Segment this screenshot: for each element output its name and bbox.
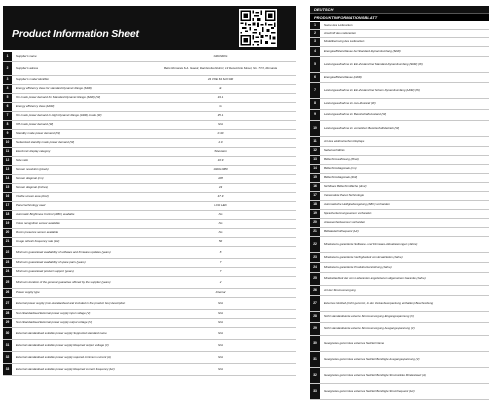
row-number: 32 <box>3 352 12 363</box>
table-row <box>310 121 489 137</box>
row-value: 47.9 <box>217 194 224 199</box>
row-label: Non-Standardised External power supply input voltage (V) <box>16 312 91 316</box>
table-row <box>3 259 296 268</box>
table-row <box>3 319 296 328</box>
row-label: Energieeffizienzklasse bei Standard-Dynamikumfang (SDR) <box>324 48 401 53</box>
row-number: 12 <box>310 147 320 155</box>
row-value: N/A <box>218 354 223 359</box>
row-label: Standby mode power demand (W) <box>16 132 61 136</box>
table-row <box>310 312 489 323</box>
row-number: 27 <box>310 296 320 311</box>
table-row <box>310 47 489 57</box>
table-row <box>3 62 296 76</box>
row-label: Minimum guaranteed availability of spare parts (years) <box>16 261 86 265</box>
row-value: LCD LED <box>214 203 227 208</box>
row-number: 28 <box>3 310 12 318</box>
row-number: 7 <box>310 83 320 98</box>
table-row <box>310 228 489 237</box>
row-label: Nicht standardisierte externe Stromversorgung Ausgangsspannung (V) <box>324 326 415 331</box>
row-label: Mindestlaufzeit der vom Lieferanten angebotenen allgemeinen Garantie (Jahre) <box>324 276 426 281</box>
row-number: 11 <box>310 137 320 146</box>
row-value: 34.1 <box>217 95 224 100</box>
row-label: Off mode power demand (W) <box>16 123 54 127</box>
row-number: 21 <box>3 238 12 246</box>
row-label: Minimum duration of the general guarantee offered by the supplier (years) <box>16 280 111 284</box>
row-value: No <box>218 212 223 217</box>
table-row <box>310 38 489 47</box>
row-label: Supplier's name <box>16 54 37 58</box>
row-label: Sichtbare Bildschirmfläche (dm2) <box>324 184 367 189</box>
table-row <box>310 336 489 352</box>
row-value: 8 <box>219 249 222 254</box>
row-label: Anwesenheitssensor vorhanden <box>324 220 366 225</box>
table-row <box>310 137 489 147</box>
english-spec-table <box>3 52 296 376</box>
row-number: 23 <box>310 253 320 262</box>
row-label: Minimum guaranteed product support (years) <box>16 270 74 274</box>
row-label: Anschrift des Lieferanten <box>324 30 356 35</box>
table-row <box>3 184 296 193</box>
row-value: No <box>218 230 223 235</box>
table-row <box>310 352 489 368</box>
table-row <box>310 183 489 192</box>
row-label: Minimum guaranteed availability of software and firmware updates (years) <box>16 250 111 254</box>
table-row <box>310 83 489 99</box>
row-label: Mindestens garantierte Verfügbarkeit von Ersatzteilen (Jahre) <box>324 254 403 259</box>
row-label: Energieeffizienzklasse (HDR) <box>324 74 362 79</box>
row-label: Screen diagonal (cm) <box>16 177 44 181</box>
table-row <box>3 238 296 247</box>
row-number: 31 <box>310 352 320 367</box>
row-label: Mindestens garantierte Software- und Firmware-Aktualisierungen (Jahre) <box>324 241 418 246</box>
sheet-title: Product Information Sheet <box>12 28 139 40</box>
row-value: 16:9 <box>217 158 224 163</box>
row-number: 7 <box>3 112 12 120</box>
table-row <box>3 364 296 376</box>
table-row <box>310 286 489 296</box>
row-number: 24 <box>3 268 12 276</box>
row-number: 5 <box>310 57 320 72</box>
row-label: Electronic display category <box>16 150 51 154</box>
row-number: 20 <box>310 219 320 227</box>
table-row <box>310 210 489 219</box>
row-number: 19 <box>3 220 12 228</box>
row-number: 29 <box>3 319 12 327</box>
row-number: 31 <box>3 340 12 351</box>
row-number: 20 <box>3 229 12 237</box>
row-label: On mode power demand for Standard Dynamic Range (SDR) (W) <box>16 96 101 100</box>
row-label: Image refresh frequency rate (Hz) <box>16 240 60 244</box>
row-number: 9 <box>310 110 320 120</box>
row-value: N/A <box>218 330 223 335</box>
row-label: Leistungsaufnahme im Bereitschaftszustand (W) <box>324 112 387 117</box>
row-value: 1920x1080 <box>213 167 228 172</box>
table-row <box>3 175 296 184</box>
table-row <box>3 52 296 62</box>
table-row <box>3 229 296 238</box>
row-number: 14 <box>3 175 12 183</box>
row-number: 19 <box>310 210 320 218</box>
row-number: 30 <box>310 336 320 351</box>
row-value: 43 <box>218 185 223 190</box>
table-row <box>3 298 296 310</box>
table-row <box>3 328 296 340</box>
row-number: 32 <box>310 368 320 383</box>
row-label: Nicht standardisierte externe Stromversorgung Eingangsspannung (V) <box>324 314 414 319</box>
table-row <box>310 384 489 400</box>
row-value: 2 <box>219 279 222 284</box>
table-row <box>3 94 296 103</box>
row-number: 18 <box>310 201 320 209</box>
row-label: On mode power demand in High Dynamic Range (HDR) mode (W) <box>16 114 102 118</box>
row-label: Networked standby mode power demand (W) <box>16 141 75 145</box>
row-label: Automatic Brightness Control (ABC) available <box>16 213 75 217</box>
table-row <box>3 352 296 364</box>
row-label: Non-Standardised External power supply output voltage (V) <box>16 321 93 325</box>
row-label: Geeignetes genormtes externes Netzteil Benötigte Ausgangsspannung (V) <box>324 356 420 361</box>
row-label: External standardised suitable power supply Required current frequency (Hz) <box>16 367 115 371</box>
row-label: Supplier's adress <box>16 66 39 70</box>
row-label: Visible screen area (dm2) <box>16 195 49 199</box>
row-value: No <box>218 221 223 226</box>
row-number: 33 <box>310 384 320 399</box>
row-number: 21 <box>310 228 320 236</box>
language-label: DEUTSCH <box>310 6 489 13</box>
table-row <box>3 76 296 85</box>
table-row <box>3 139 296 148</box>
row-label: Spracherkennungssensor vorhanden <box>324 211 372 216</box>
row-value: 50 <box>218 239 223 244</box>
product-information-sheet-german <box>310 6 489 411</box>
table-row <box>3 277 296 289</box>
row-number: 12 <box>3 157 12 165</box>
row-number: 30 <box>3 328 12 339</box>
row-number: 33 <box>3 364 12 375</box>
row-value: 7 <box>219 269 222 274</box>
row-label: Room presence sensor available <box>16 231 59 235</box>
row-label: Supplier's model identifier <box>16 78 50 82</box>
table-row <box>3 247 296 259</box>
row-value: N/A <box>218 342 223 347</box>
row-number: 1 <box>310 22 320 29</box>
row-label: Name des Lieferanten <box>324 22 353 27</box>
row-number: 29 <box>310 323 320 335</box>
german-sheet-title: PRODUKTINFORMATIONSBLATT <box>310 13 489 21</box>
row-label: Art des elektronischen Displays <box>324 138 365 143</box>
row-label: Seitenverhältnis <box>324 148 345 153</box>
row-number: 2 <box>3 62 12 75</box>
table-row <box>310 156 489 165</box>
row-value: N/A <box>218 311 223 316</box>
row-label: Geeignetes genormtes externes Netzteil Benötigte Stromstärke Mindestwert (A) <box>324 372 427 377</box>
row-label: Bildschirmdiagonale (cm) <box>324 166 357 171</box>
row-value: N/A <box>218 320 223 325</box>
table-row <box>3 130 296 139</box>
table-row <box>310 165 489 174</box>
row-number: 4 <box>3 85 12 93</box>
table-row <box>3 103 296 112</box>
row-value: Television <box>214 149 227 154</box>
row-number: 15 <box>310 174 320 182</box>
table-row <box>310 192 489 201</box>
row-label: Screen resolution (pixels) <box>16 168 49 172</box>
table-row <box>310 368 489 384</box>
row-label: Geeignetes genormtes externes Netzteil Name <box>324 340 385 345</box>
row-label: Bildschirmdiagonale (Zoll) <box>324 175 358 180</box>
row-label: Automatische Helligkeitsregelung (ABC) vorhanden <box>324 202 390 207</box>
table-row <box>310 30 489 38</box>
row-label: Art der Stromversorgung <box>324 287 356 292</box>
row-number: 8 <box>310 99 320 109</box>
sheet-header <box>3 6 296 50</box>
row-number: 15 <box>3 184 12 192</box>
row-label: Bildwiederholfrequenz (Hz) <box>324 229 359 234</box>
row-value: G <box>219 104 222 109</box>
row-label: Geeignetes genormtes externes Netzteil Benötigte Stromfrequenz (Hz) <box>324 388 415 393</box>
row-number: 17 <box>3 202 12 210</box>
row-label: Leistungsaufnahme im Ein-Zustand bei hohem Dynamikumfang (HDR) (W) <box>324 87 420 92</box>
row-number: 4 <box>310 47 320 56</box>
table-row <box>3 340 296 352</box>
row-number: 1 <box>3 52 12 61</box>
row-value: N/A <box>218 300 223 305</box>
row-label: Modellkennung des Lieferanten <box>324 39 365 44</box>
row-number: 25 <box>310 273 320 285</box>
table-row <box>310 263 489 273</box>
table-row <box>3 166 296 175</box>
row-number: 6 <box>310 73 320 82</box>
row-number: 16 <box>310 183 320 191</box>
row-label: Verwendete Panel-Technologie <box>324 193 364 198</box>
row-value: Beko Romania S.A. Gaesti, Dambovita District, 13 Decembrie Street, No. 77/J, Romania <box>163 65 278 70</box>
row-label: Energy efficiency class (HDR) <box>16 105 55 109</box>
row-label: Bildschirmauflösung (Pixel) <box>324 157 359 162</box>
product-information-sheet-english <box>3 6 296 411</box>
row-label: Screen diagonal (inches) <box>16 186 48 190</box>
table-row <box>3 193 296 202</box>
row-number: 17 <box>310 192 320 200</box>
table-row <box>310 253 489 263</box>
table-row <box>310 147 489 156</box>
row-number: 6 <box>3 103 12 111</box>
row-value: E <box>219 86 222 91</box>
row-number: 26 <box>310 286 320 295</box>
table-row <box>310 273 489 286</box>
row-number: 13 <box>310 156 320 164</box>
row-number: 10 <box>310 121 320 136</box>
row-label: Energy efficiency class for standard Dynamic Range (SDR) <box>16 87 92 91</box>
row-label: Size ratio <box>16 159 29 163</box>
table-row <box>310 57 489 73</box>
table-row <box>3 310 296 319</box>
row-value: N/A <box>218 366 223 371</box>
row-label: External standardised suitable power supply Required output voltage (V) <box>16 343 109 347</box>
row-label: External standardised suitable power supply Supported standard name <box>16 331 107 335</box>
table-row <box>3 157 296 166</box>
row-number: 3 <box>310 38 320 46</box>
row-number: 18 <box>3 211 12 219</box>
table-row <box>310 296 489 312</box>
row-value: 108 <box>218 176 223 181</box>
table-row <box>310 73 489 83</box>
table-row <box>310 99 489 110</box>
row-value: 35.1 <box>217 113 224 118</box>
row-number: 23 <box>3 259 12 267</box>
table-row <box>3 211 296 220</box>
row-value: N/A <box>218 122 223 127</box>
table-row <box>3 220 296 229</box>
row-number: 9 <box>3 130 12 138</box>
row-number: 27 <box>3 298 12 309</box>
row-label: Mindestens garantierte Produktunterstützung (Jahre) <box>324 264 392 269</box>
row-label: Panel technology used <box>16 204 46 208</box>
row-label: Voice recognition sensor available <box>16 222 60 226</box>
table-row <box>3 121 296 130</box>
table-row <box>310 219 489 228</box>
row-number: 24 <box>310 263 320 272</box>
row-number: 5 <box>3 94 12 102</box>
row-value: GRUNDIG <box>213 53 228 58</box>
row-number: 22 <box>3 247 12 258</box>
row-label: Leistungsaufnahme im Aus-Zustand (W) <box>324 101 376 106</box>
table-row <box>310 323 489 336</box>
row-value: 2.0 <box>218 140 223 145</box>
table-row <box>3 289 296 298</box>
row-label: External power supply (non-standardised and included in the product box) description <box>16 301 126 305</box>
row-number: 16 <box>3 193 12 201</box>
row-number: 10 <box>3 139 12 147</box>
row-number: 2 <box>310 30 320 37</box>
table-row <box>3 268 296 277</box>
row-value: Internal <box>215 290 226 295</box>
table-row <box>310 22 489 30</box>
row-label: Power supply type <box>16 291 40 295</box>
table-row <box>3 202 296 211</box>
row-value: 7 <box>219 260 222 265</box>
row-value: 43 VOE 64 SAY100 <box>207 77 234 82</box>
row-number: 22 <box>310 237 320 252</box>
row-number: 3 <box>3 76 12 84</box>
row-number: 26 <box>3 289 12 297</box>
row-label: External standardised suitable power supply required minimum current (A) <box>16 355 111 359</box>
table-row <box>3 112 296 121</box>
row-number: 28 <box>310 312 320 322</box>
row-number: 13 <box>3 166 12 174</box>
qr-code-icon[interactable] <box>239 9 277 47</box>
row-number: 11 <box>3 148 12 156</box>
row-value: 0.30 <box>217 131 224 136</box>
row-number: 14 <box>310 165 320 173</box>
row-number: 25 <box>3 277 12 288</box>
german-spec-table <box>310 22 489 400</box>
table-row <box>310 237 489 253</box>
row-number: 8 <box>3 121 12 129</box>
row-label: Externes Netzteil (nicht genormt, in der Verkaufsverpackung enthalten) Beschreibung <box>324 300 434 305</box>
table-row <box>3 85 296 94</box>
row-label: Leistungsaufnahme im Ein-Zustand bei Standard-Dynamikumfang (SDR) (W) <box>324 61 423 66</box>
table-row <box>310 201 489 210</box>
table-row <box>310 174 489 183</box>
table-row <box>3 148 296 157</box>
row-label: Leistungsaufnahme im vernetzten Bereitschaftsbetrieb (W) <box>324 125 400 130</box>
table-row <box>310 110 489 121</box>
